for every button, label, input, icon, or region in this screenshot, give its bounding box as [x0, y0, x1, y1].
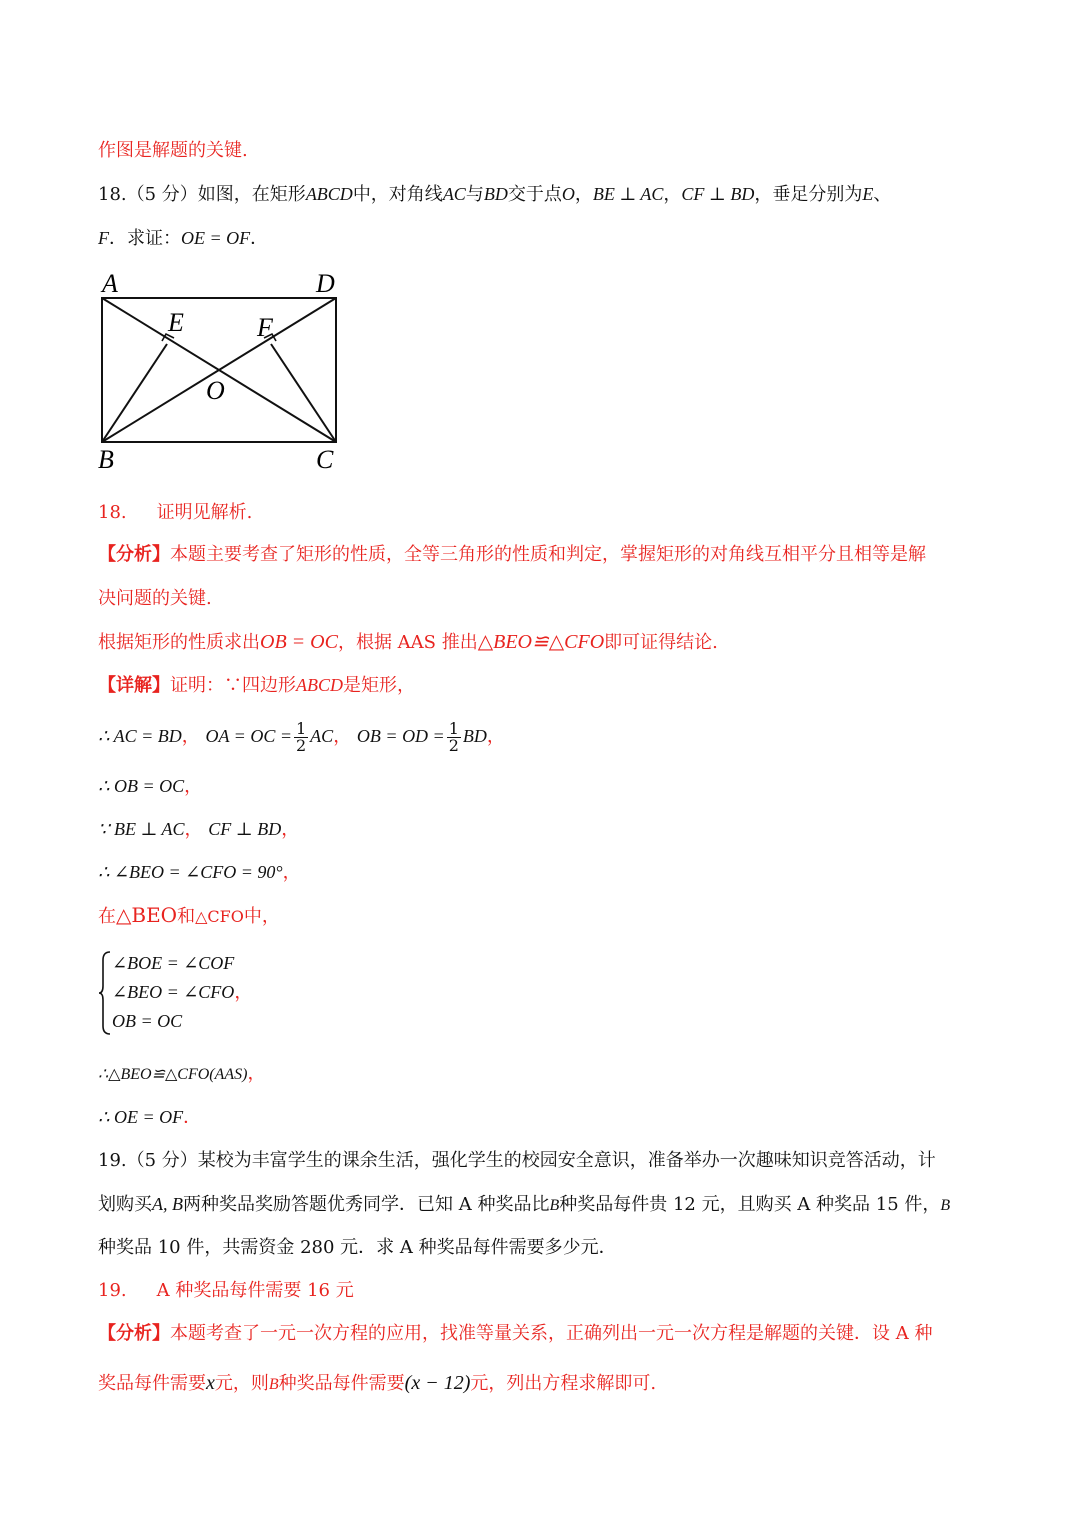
system-eq-3: OB = OC	[112, 1011, 183, 1031]
left-brace	[98, 950, 112, 1036]
system-eq-1: ∠BOE = ∠COF	[112, 953, 235, 973]
answer-19: 19. A 种奖品每件需要 16 元	[98, 1280, 354, 1301]
equation-system	[98, 948, 298, 1038]
fraction-half-1: $\frac{1}{2}$	[295, 718, 307, 755]
segment-cf	[271, 344, 336, 442]
system-eq-2: ∠BEO = ∠CFO，	[112, 982, 253, 1003]
detail-18-step1: ∴ AC = BD， OA = OC = $\frac{1}{2}$ AC， OB = OD = $\frac{1}{2}$ BD，	[98, 718, 505, 755]
analysis-19-line2: 奖品每件需要x元，则B种奖品每件需要(x − 12)元，列出方程求解即可.	[98, 1372, 657, 1394]
fraction-half-2: $\frac{1}{2}$	[448, 718, 459, 755]
detail-18-step2: ∴ OB = OC，	[98, 776, 203, 797]
q18-line1: 18.（5 分）如图，在矩形ABCD中，对角线AC与BD交于点O，BE ⊥ AC，CF ⊥ BD，垂足分别为E、	[98, 184, 892, 205]
label-e: E	[168, 308, 184, 337]
answer-18: 18. 证明见解析.	[98, 502, 253, 523]
q19-line3: 种奖品 10 件，共需资金 280 元．求 A 种奖品每件需要多少元．	[98, 1237, 617, 1258]
detail-18-step7: ∴ OE = OF．	[98, 1107, 202, 1128]
analysis-18-line2: 决问题的关键.	[98, 588, 212, 609]
detail-18-step3: ∵ BE ⊥ AC， CF ⊥ BD，	[98, 819, 300, 840]
lead-text: 作图是解题的关键.	[98, 140, 248, 161]
label-o: O	[206, 376, 225, 405]
label-d: D	[316, 269, 335, 298]
analysis-19-line1: 【分析】本题考查了一元一次方程的应用，找准等量关系，正确列出一元一次方程是解题的关键．设 A 种	[98, 1323, 933, 1344]
label-c: C	[316, 445, 334, 474]
segment-be	[102, 344, 167, 442]
q19-line2: 划购买A, B两种奖品奖励答题优秀同学．已知 A 种奖品比B种奖品每件贵 12 元，且购买 A 种奖品 15 件，B	[98, 1194, 951, 1215]
label-b: B	[98, 445, 114, 474]
detail-18-step5: 在△BEO和△CFO中，	[98, 903, 280, 927]
label-f: F	[257, 313, 273, 342]
label-a: A	[102, 269, 118, 298]
detail-18-step4: ∴ ∠BEO = ∠CFO = 90°，	[98, 862, 301, 883]
analysis-18-line1: 【分析】本题主要考查了矩形的性质，全等三角形的性质和判定，掌握矩形的对角线互相平分且相等是解	[98, 544, 926, 565]
detail-18-step6: ∴△BEO≌△CFO(AAS)，	[98, 1063, 266, 1084]
detail-18-intro: 【详解】证明：∵四边形ABCD是矩形，	[98, 675, 415, 696]
q18-line2: F．求证：OE = OF．	[98, 228, 269, 249]
rectangle-figure	[90, 268, 360, 478]
q19-line1: 19.（5 分）某校为丰富学生的课余生活，强化学生的校园安全意识，准备举办一次趣味知识竞答活动，计	[98, 1150, 936, 1171]
analysis-18-line3: 根据矩形的性质求出OB = OC，根据 AAS 推出△BEO≌△CFO即可证得结论.	[98, 631, 718, 653]
